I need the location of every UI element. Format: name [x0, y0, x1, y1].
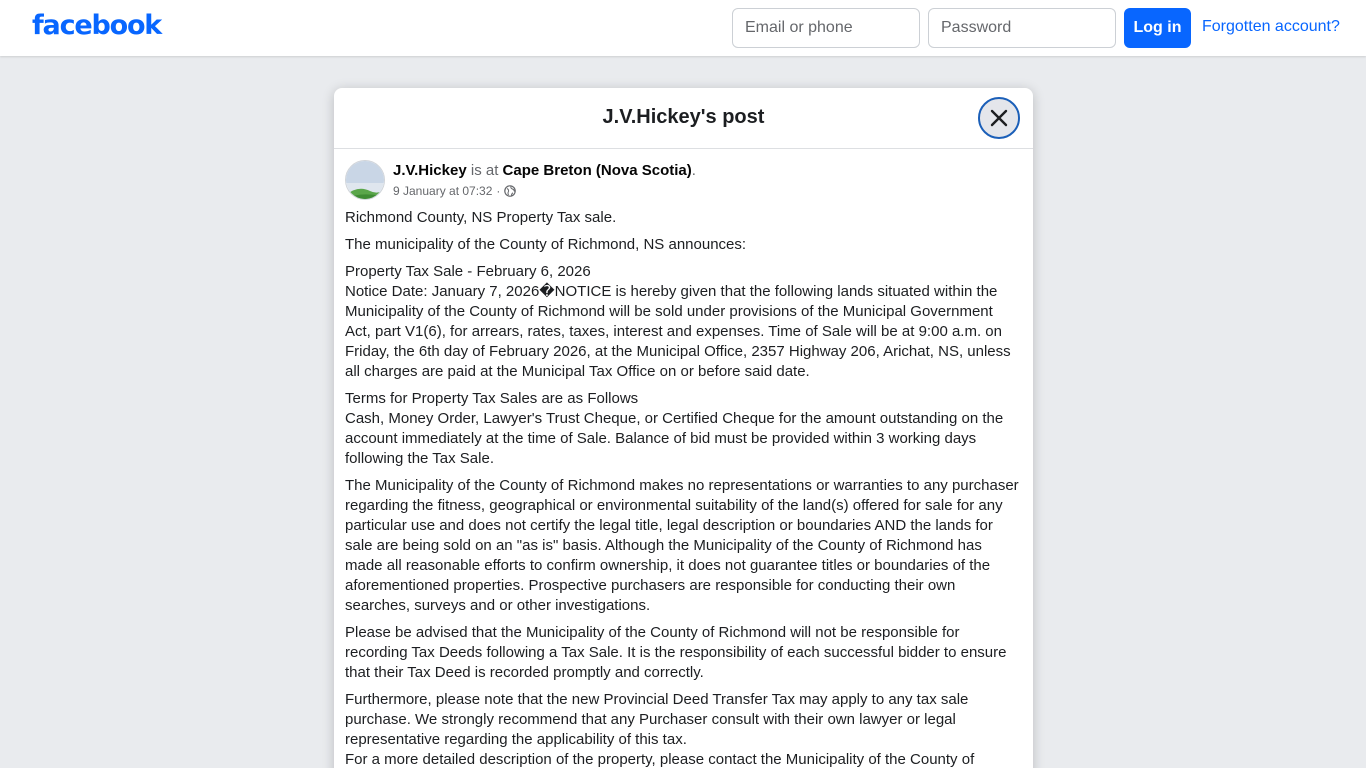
- facebook-logo[interactable]: facebook: [32, 10, 162, 41]
- post-paragraph: Notice Date: January 7, 2026�NOTICE is hereby given that the following lands situated within the Municipality of the County of Richmond will be sold under provisions of the Municipal Government Act, part V1(6), for arrears, rates, taxes, interest and expenses. Time of Sale will be at 9:00 a.m. on Friday, the 6th day of February 2026, at the Municipal Office, 2357 Highway 206, Arichat, NS, unless all charges are paid at the Municipal Tax Office on or before said date.: [345, 283, 1011, 380]
- post-meta: [393, 160, 696, 199]
- close-icon: [990, 109, 1008, 127]
- post-paragraph: The municipality of the County of Richmond, NS announces:: [345, 236, 747, 253]
- location-link[interactable]: Cape Breton (Nova Scotia): [502, 162, 692, 179]
- is-at-text: is at: [466, 162, 503, 179]
- avatar[interactable]: [345, 160, 385, 200]
- post-dialog: [334, 88, 1033, 768]
- post-paragraph: Furthermore, please note that the new Provincial Deed Transfer Tax may apply to any tax sale purchase. We strongly recommend that any Purchaser consult with their own lawyer or legal representative regarding the applicability of this tax.: [345, 691, 969, 748]
- post-timestamp-line: [393, 183, 696, 199]
- top-bar: [0, 0, 1366, 56]
- author-name[interactable]: J.V.Hickey: [393, 162, 467, 179]
- dialog-header: [334, 88, 1033, 149]
- dialog-title: J.V.Hickey's post: [602, 106, 765, 128]
- password-field[interactable]: [928, 8, 1116, 48]
- meta-separator: ·: [496, 184, 501, 198]
- post-paragraph: Please be advised that the Municipality of the County of Richmond will not be responsible for recording Tax Deeds following a Tax Sale. It is the responsibility of each successful bidder to ensure that their Tax Deed is recorded promptly and correctly.: [345, 624, 1007, 681]
- login-button[interactable]: Log in: [1124, 8, 1191, 48]
- post-header: [345, 160, 1021, 204]
- post-paragraph: Property Tax Sale - February 6, 2026: [345, 263, 591, 280]
- post-paragraph: Richmond County, NS Property Tax sale.: [345, 209, 617, 226]
- forgot-account-link[interactable]: Forgotten account?: [1202, 18, 1340, 35]
- post-author-line: [393, 161, 696, 181]
- post-body: [345, 208, 1021, 768]
- close-button[interactable]: [978, 97, 1020, 139]
- location-suffix: .: [691, 162, 696, 179]
- post-paragraph: Terms for Property Tax Sales are as Follows: [345, 390, 639, 407]
- post: [334, 149, 1033, 768]
- email-field[interactable]: [732, 8, 920, 48]
- globe-icon: [504, 185, 516, 197]
- post-paragraph: For a more detailed description of the property, please contact the Municipality of the County of: [345, 751, 975, 768]
- post-paragraph: The Municipality of the County of Richmond makes no representations or warranties to any purchaser regarding the fitness, geographical or environmental suitability of the land(s) offered for sale for any particular use and does not certify the legal title, legal description or boundaries AND the lands for sale are being sold on an "as is" basis. Although the Municipality of the County of Richmond has made all reasonable efforts to confirm ownership, it does not guarantee titles or boundaries of the aforementioned properties. Prospective purchasers are responsible for conducting their own searches, surveys and or other investigations.: [345, 477, 1019, 614]
- post-paragraph: Cash, Money Order, Lawyer's Trust Cheque, or Certified Cheque for the amount outstanding on the account immediately at the time of Sale. Balance of bid must be provided within 3 working days following the Tax Sale.: [345, 410, 1004, 467]
- post-timestamp[interactable]: 9 January at 07:32: [393, 184, 493, 198]
- profile-picture-icon: [346, 161, 385, 200]
